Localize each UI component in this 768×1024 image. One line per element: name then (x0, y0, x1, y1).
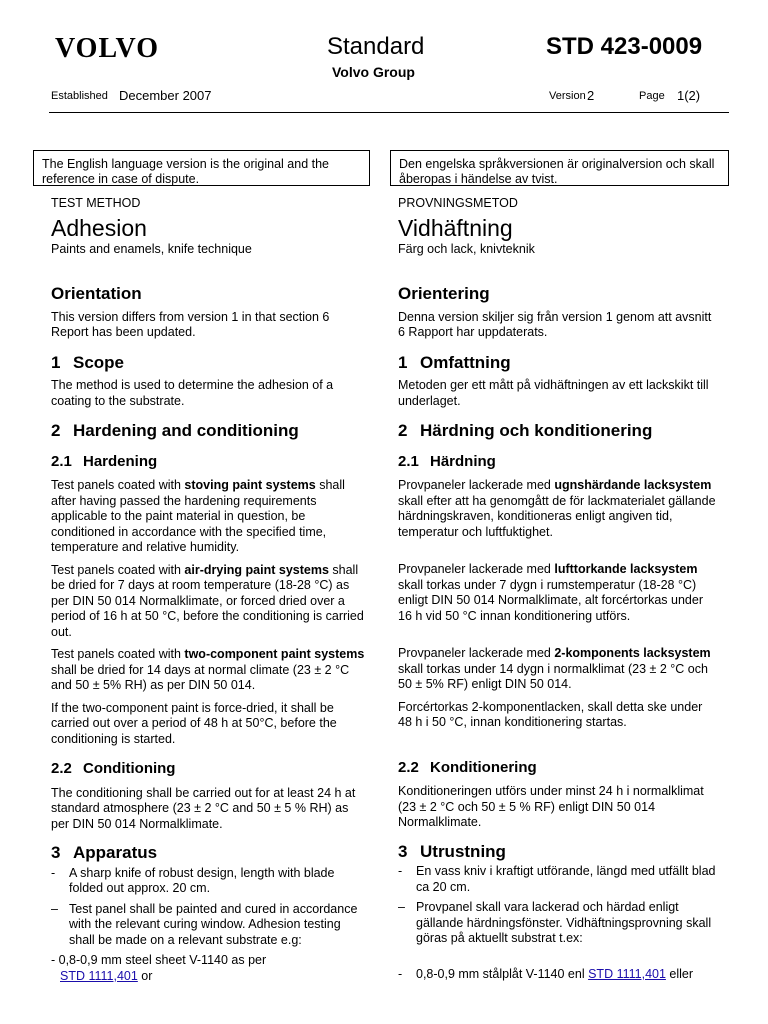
document-subtitle-text: Färg och lack, knivteknik (398, 241, 535, 256)
test-method-label: TEST METHOD (51, 196, 141, 210)
scope-text: Metoden ger ett mått på vidhäftningen av ett lackskikt till underlaget. (398, 378, 709, 408)
list-item: - En vass kniv i kraftigt utförande, längd med utfällt blad ca 20 cm. (398, 864, 716, 894)
orientation-text: Denna version skiljer sig från version 1 genom att avsnitt 6 Rapport har uppdaterats. (398, 309, 712, 339)
hc-title: Härdning och konditionering (420, 421, 653, 440)
hc-number: 2 (51, 421, 61, 440)
version-number: 2 (587, 88, 595, 103)
hardening-paragraph-4: If the two-component paint is force-dried, it shall be carried out over a period of 48 h at 50°C, before the conditioning is started. (51, 700, 337, 746)
standard-number: STD 423-0009 (546, 33, 703, 60)
notice-box-english (33, 150, 370, 186)
conditioning-title: Conditioning (83, 760, 176, 777)
hardening-paragraph-2: Provpaneler lackerade med lufttorkande lacksystem skall torkas under 7 dygn i rumstemperatur (18-28 °C) enligt DIN 50 014 Normalklimate, alt forcértorkas under 16 h vid 50 °C innan konditionering utförs. (398, 562, 703, 623)
list-item: - 0,8-0,9 mm steel sheet V-1140 as per STD 1111,401 or (51, 953, 267, 983)
list-item: – Provpanel skall vara lackerad och härdad enligt gällande härdningsfönster. Vidhäftningsprovning skall göras på aktuellt substrat t.ex: (398, 900, 712, 945)
established-label: Established (51, 90, 108, 102)
std-1111-401-link[interactable]: STD 1111,401 (588, 966, 666, 981)
apparatus-number: 3 (398, 841, 408, 861)
established-date: December 2007 (119, 88, 212, 103)
document-type-title: Standard (327, 33, 425, 60)
hardening-paragraph-1: Provpaneler lackerade med ugnshärdande lacksystem skall efter att ha genomgått de för lackmaterialet gällande härdningskraven, konditioneras enligt angiven tid, temperatur och luftfuktighet. (398, 478, 716, 539)
apparatus-heading (398, 841, 716, 861)
conditioning-text: Konditioneringen utförs under minst 24 h i normalklimat (23 ± 2 °C och 50 ± 5 % RF) enligt DIN 50 014 Normalklimate. (398, 784, 704, 829)
hc-title: Hardening and conditioning (73, 421, 299, 440)
scope-number: 1 (51, 352, 61, 372)
hardening-title: Hardening (83, 452, 158, 470)
hardening-paragraph-2: Test panels coated with air-drying paint systems shall be dried for 7 days at room temperature (18-28 °C) as per DIN 50 014 Normalklimate, or forced dried over a period of 16 h at 50 °C, before the conditioning is carried out. (51, 562, 364, 639)
scope-heading (51, 352, 369, 372)
conditioning-heading (398, 760, 716, 776)
hardening-heading (51, 454, 369, 470)
hardening-paragraph-3: Test panels coated with two-component paint systems shall be dried for 14 days at normal climate (23 ± 2 °C and 50 ± 5% RH) as per DIN 50 014. (51, 647, 365, 692)
notice-text-english: The English language version is the original and the reference in case of dispute. (42, 157, 329, 186)
apparatus-title: Utrustning (420, 841, 506, 861)
scope-heading (398, 352, 716, 372)
document-subtitle-text: Paints and enamels, knife technique (51, 241, 252, 256)
hardening-conditioning-heading (398, 423, 716, 439)
page-number: 1(2) (677, 88, 701, 103)
orientation-text: This version differs from version 1 in that section 6 Report has been updated. (51, 309, 330, 339)
hc-number: 2 (398, 421, 408, 440)
apparatus-heading (51, 845, 369, 861)
hardening-heading (398, 454, 716, 470)
hardening-conditioning-heading (51, 423, 369, 439)
hardening-paragraph-4: Forcértorkas 2-komponentlacken, skall detta ske under 48 h i 50 °C, innan konditionering startas. (398, 699, 703, 729)
test-method-label: PROVNINGSMETOD (398, 196, 518, 210)
hardening-title: Härdning (430, 452, 496, 470)
apparatus-number: 3 (51, 843, 61, 862)
std-1111-401-link[interactable]: STD 1111,401 (60, 968, 138, 983)
conditioning-heading (51, 761, 369, 777)
conditioning-number: 2.2 (51, 760, 72, 777)
list-item: – Test panel shall be painted and cured in accordance with the relevant curing window. Adhesion testing shall be made on a relevant substrate e.g: (51, 901, 358, 947)
hardening-paragraph-3: Provpaneler lackerade med 2-komponents lacksystem skall torkas under 14 dygn i normalklimat (23 ± 2 °C och 50 ± 5% RF) enligt DIN 50 014. (398, 646, 711, 691)
header-divider (49, 112, 729, 113)
hardening-number: 2.1 (51, 452, 72, 470)
list-item: - A sharp knife of robust design, length with blade folded out approx. 20 cm. (51, 865, 335, 895)
english-column (51, 196, 369, 984)
conditioning-number: 2.2 (398, 758, 419, 776)
orientation-heading: Orientation (51, 284, 142, 303)
version-label: Version (549, 90, 586, 102)
document-title: Adhesion (51, 214, 147, 241)
notice-box-swedish (390, 150, 729, 186)
scope-title: Omfattning (420, 352, 511, 372)
scope-text: The method is used to determine the adhesion of a coating to the substrate. (51, 378, 334, 408)
scope-title: Scope (73, 352, 125, 372)
swedish-column (398, 196, 716, 982)
scope-number: 1 (398, 352, 408, 372)
conditioning-text: The conditioning shall be carried out for at least 24 h at standard atmosphere (23 ± 2 °C and 50 ± 5 % RH) as per DIN 50 014 Normalklimate. (51, 785, 356, 831)
volvo-logo: VOLVO (55, 33, 159, 64)
hardening-number: 2.1 (398, 452, 419, 470)
notice-text-swedish: Den engelska språkversionen är originalversion och skall åberopas i händelse av tvist. (399, 157, 715, 186)
document-subtitle: Volvo Group (332, 64, 415, 80)
apparatus-title: Apparatus (73, 843, 158, 862)
orientation-heading: Orientering (398, 284, 490, 303)
conditioning-title: Konditionering (430, 758, 537, 776)
page-label: Page (639, 90, 665, 102)
document-title: Vidhäftning (398, 214, 513, 241)
hardening-paragraph-1: Test panels coated with stoving paint systems shall after having passed the hardening requirements applicable to the paint material in question, be conditioned in accordance with the specified time, temperature and relative humidity. (51, 478, 345, 554)
list-item: - 0,8-0,9 mm stålplåt V-1140 enl STD 1111,401 eller (398, 966, 694, 981)
